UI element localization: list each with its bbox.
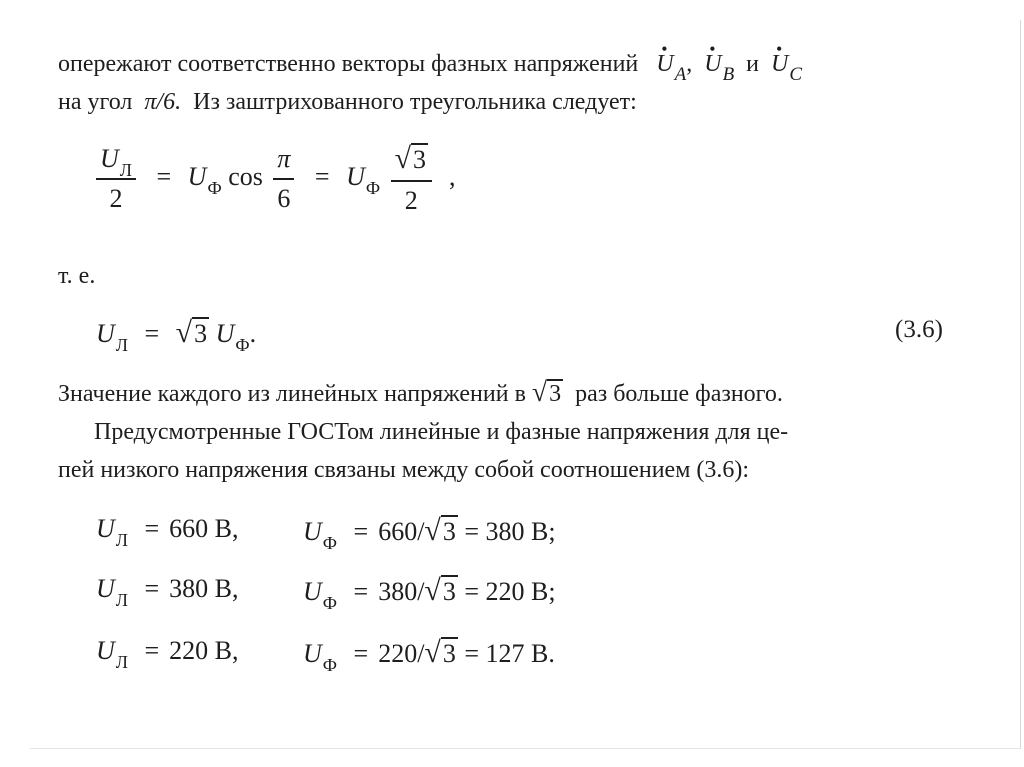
fraction-ul-over-2: $\frac{U_Л}{2}$ (96, 144, 136, 214)
sqrt-3: √3 (531, 376, 562, 407)
conjunction-and: и (746, 51, 760, 77)
relation-row: $U_Л = 220$ В, (96, 636, 239, 672)
phasor-ub: • $U_B$ (704, 50, 734, 80)
intro-line-1: опережают соответственно векторы фазных напряжений • $U_A$, • $U_B$ и • $U_C$ (58, 50, 802, 80)
relation-phase: $U_Ф = 380/√3 = 220$ В; (303, 574, 556, 613)
relation-row: $U_Л = 380$ В, (96, 574, 239, 610)
gost-line-2: пей низкого напряжения связаны между собой соотношением (3.6): (58, 457, 750, 483)
gost-line-1: Предусмотренные ГОСТом линейные и фазные напряжения для це- (94, 419, 789, 445)
equation-number: (3.6) (895, 316, 943, 343)
cos-function: cos (228, 161, 263, 191)
angle-value: π/6. (144, 89, 182, 115)
phasor-ua: • $U_A$ (656, 50, 686, 80)
te-label: т. е. (58, 263, 96, 289)
fraction-pi-over-6: $\frac{\pi}{6}$ (273, 144, 294, 214)
statement-line: Значение каждого из линейных напряжений в √3 раз больше фазного. (58, 376, 783, 407)
sqrt-3: √3 (175, 316, 208, 349)
relation-row: $U_Л = 660$ В, (96, 514, 239, 550)
equation-triangle: $\frac{U_Л}{2}$ = $U_Ф$ cos $\frac{\pi}{6}$ = $U_Ф$ $\frac{√3}{2}$ , (92, 142, 455, 216)
intro-line-2: на угол π/6. Из заштрихованного треугольника следует: (58, 89, 637, 115)
equation-3-6: $U_Л = √3$ $U_Ф$. (96, 316, 257, 355)
relation-phase: $U_Ф = 220/√3 = 127$ В. (303, 636, 555, 675)
phasor-uc: • $U_C$ (771, 50, 802, 80)
relation-phase: $U_Ф = 660/√3 = 380$ В; (303, 514, 556, 553)
fraction-sqrt3-over-2: $\frac{√3}{2}$ (391, 142, 432, 216)
